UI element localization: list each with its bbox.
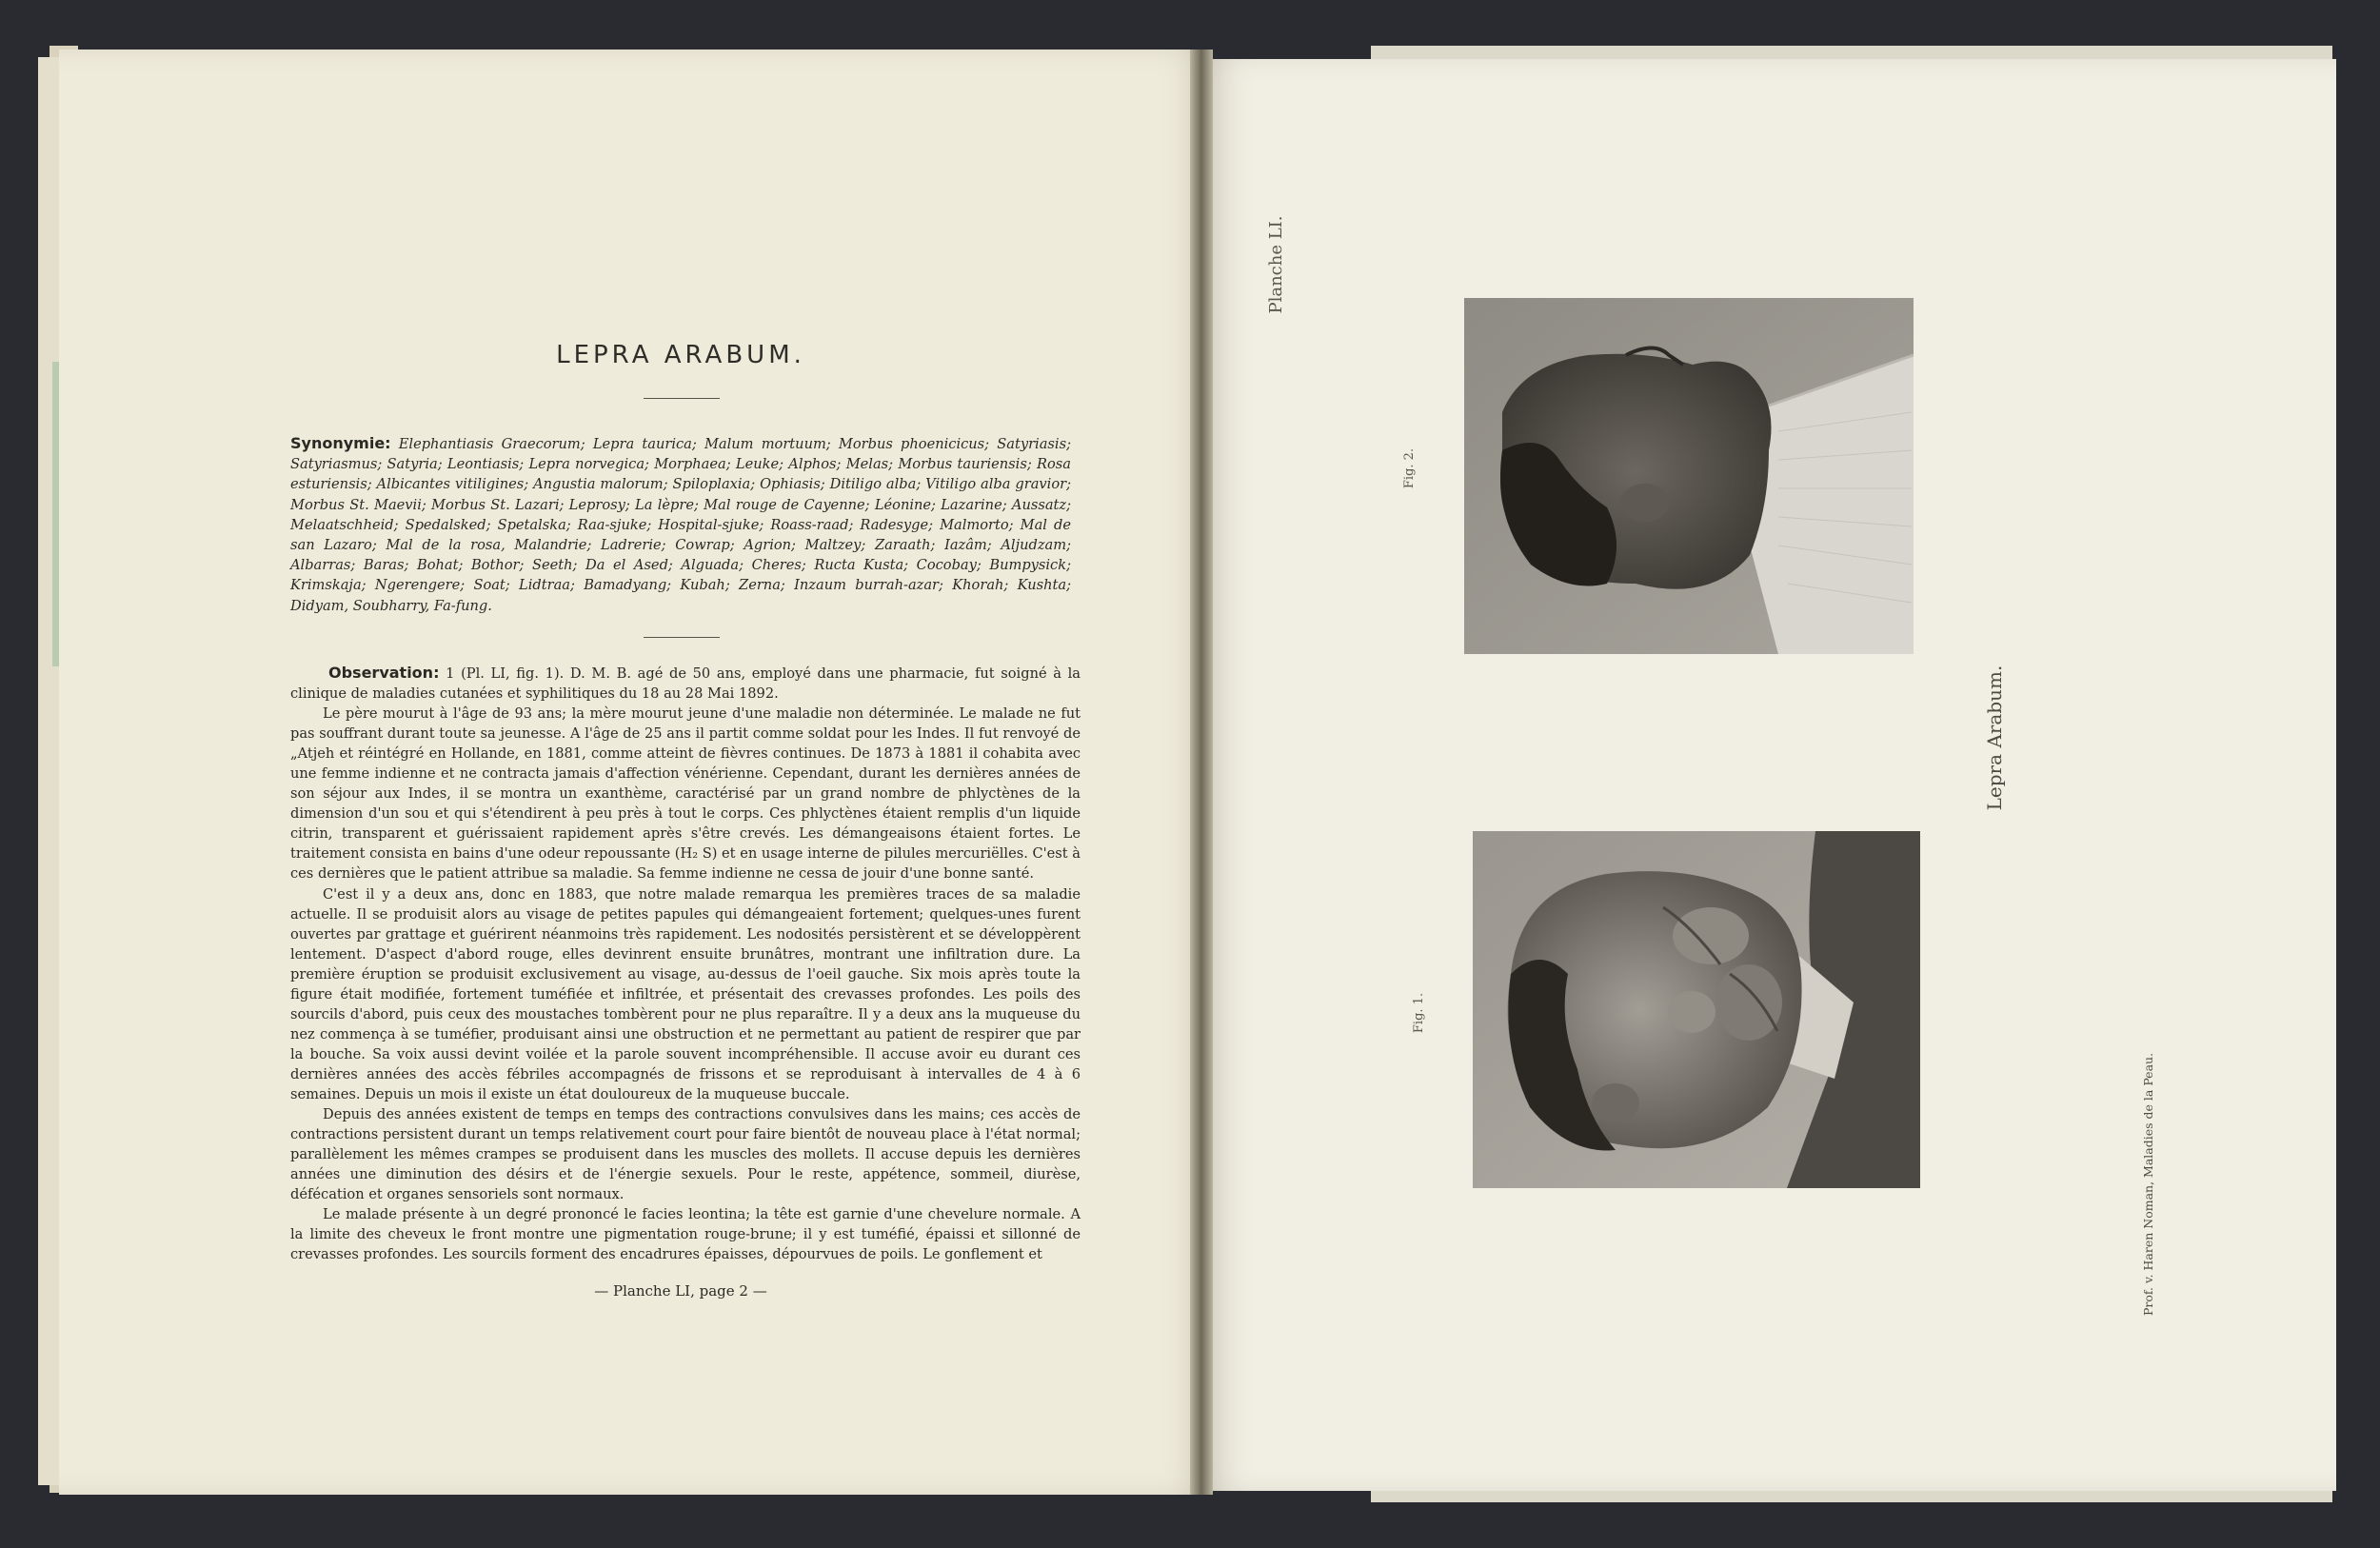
synonymie-label: Synonymie: xyxy=(290,434,391,452)
fig-2-label: Fig. 2. xyxy=(1402,447,1417,489)
observation-paragraph-text: 1 (Pl. LI, fig. 1). D. M. B. agé de 50 ans, employé dans une pharmacie, fut soigné à la clinique de maladies cutanées et syphilitiques du 18 au 28 Mai 1892. xyxy=(290,665,1081,703)
section-divider xyxy=(644,637,720,638)
synonymie-paragraph xyxy=(290,433,1071,616)
observation-paragraph: Depuis des années existent de temps en temps des contractions convulsives dans les mains; ces accès de contractions persistent durant un temps relativement court pour faire bientôt de nouveau place à l'état normal; parallèlement les mêmes crampes se produisent dans les muscles des mollets. Il accuse depuis les dernières années une diminution des désirs et de l'énergie sexuels. Pour le reste, appétence, sommeil, diurèse, défécation et organes sensoriels sont normaux. xyxy=(290,1106,1081,1203)
planche-label: Planche LI. xyxy=(1266,215,1286,314)
fig-1-photograph xyxy=(1473,831,1920,1188)
observation-paragraph xyxy=(290,663,1081,704)
observation-label: Observation: xyxy=(328,664,440,682)
right-page xyxy=(1201,59,2336,1491)
title-divider xyxy=(644,398,720,399)
fig-1-label: Fig. 1. xyxy=(1412,992,1426,1034)
fig-2-photograph xyxy=(1464,298,1914,654)
plate-credit: Prof. v. Haren Noman, Maladies de la Peau. xyxy=(2141,1052,2155,1317)
observation-paragraph: Le père mourut à l'âge de 93 ans; la mère mourut jeune d'une maladie non déterminée. Le malade ne fut pas souffrant durant toute sa jeunesse. A l'âge de 25 ans il partit comme soldat pour les Indes. Il fut renvoyé de „Atjeh et réintégré en Hollande, en 1881, comme atteint de fièvres continues. De 1873 à 1881 il cohabita avec une femme indienne et ne contracta jamais d'affection vénérienne. Cependant, durant les dernières années de son séjour aux Indes, il se montra un exanthème, caractérisé par un grand nombre de phlyctènes de la dimension d'un sou et qui s'étendirent à peu près à tout le corps. Ces phlyctènes étaient remplis d'un liquide citrin, transparent et guérissaient rapidement après s'être crevés. Les démangeaisons étaient fortes. Le traitement consista en bains d'une odeur repoussante (H₂ S) et en usage interne de pilules mercuriëlles. C'est à ces dernières que le patient attribue sa maladie. Sa femme indienne ne cessa de jouir d'une bonne santé. xyxy=(290,705,1081,883)
observation-section xyxy=(290,663,1081,1264)
synonymie-text: Elephantiasis Graecorum; Lepra taurica; Malum mortuum; Morbus phoenicicus; Satyriasis; Satyriasmus; Satyria; Leontiasis; Lepra norvegica; Morphaea; Leuke; Alphos; Melas; Morbus tauriensis; Rosa esturiensis; Albicantes vitiligines; Angustia malorum; Spiloplaxia; Ophiasis; Ditiligo alba; Vitiligo alba gravior; Morbus St. Maevii; Morbus St. Lazari; Leprosy; La lèpre; Mal rouge de Cayenne; Léonine; Lazarine; Aussatz; Melaatschheid; Spedalsked; Spetalska; Raa-sjuke; Hospital-sjuke; Roass-raad; Radesyge; Malmorto; Mal de san Lazaro; Mal de la rosa, Malandrie; Ladrerie; Cowrap; Agrion; Maltzey; Zaraath; Iazâm; Aljudzam; Albarras; Baras; Bohat; Bothor; Seeth; Da el Ased; Alguada; Cheres; Ructa Kusta; Cocobay; Bumpysick; Krimskaja; Ngerengere; Soat; Lidtraa; Bamadyang; Kubah; Zerna; Inzaum burrah-azar; Khorah; Kushta; Didyam, Soubharry, Fa-fung. xyxy=(290,436,1071,614)
observation-paragraph: Le malade présente à un degré prononcé le facies leontina; la tête est garnie d'une chevelure normale. A la limite des cheveux le front montre une pigmentation rouge-brune; il y est tuméfié, épaissi et sillonné de crevasses profondes. Les sourcils forment des encadrures épaisses, dépourvues de poils. Le gonflement et xyxy=(290,1206,1081,1263)
plate-side-title: Lepra Arabum. xyxy=(1983,665,2006,811)
observation-paragraph: C'est il y a deux ans, donc en 1883, que notre malade remarqua les premières traces de sa maladie actuelle. Il se produisit alors au visage de petites papules qui démangeaient fortement; quelques-unes furent ouvertes par grattage et guérirent néanmoins très rapidement. Les nodosités persistèrent et se développèrent lentement. D'aspect d'abord rouge, elles devinrent ensuite brunâtres, montrant une infiltration dure. La première éruption se produisit exclusivement au visage, au-dessus de l'oeil gauche. Six mois après toute la figure était modifiée, fortement tuméfiée et infiltrée, et présentait des crevasses profondes. Les poils des sourcils d'abord, puis ceux des moustaches tombèrent pour ne plus reparaître. Il y a deux ans la muqueuse du nez commença à se tuméfier, produisant ainsi une obstruction et ne permettant au patient de respirer que par la bouche. Sa voix aussi devint voilée et la parole souvent incompréhensible. Il accuse avoir eu durant ces dernières années des accès fébriles accompagnés de frissons et se reproduisant à intervalles de 4 à 6 semaines. Depuis un mois il existe un état douloureux de la muqueuse buccale. xyxy=(290,885,1081,1102)
page-title: LEPRA ARABUM. xyxy=(556,341,805,369)
book-spine xyxy=(1190,50,1213,1495)
page-footer: — Planche LI, page 2 — xyxy=(594,1282,767,1300)
